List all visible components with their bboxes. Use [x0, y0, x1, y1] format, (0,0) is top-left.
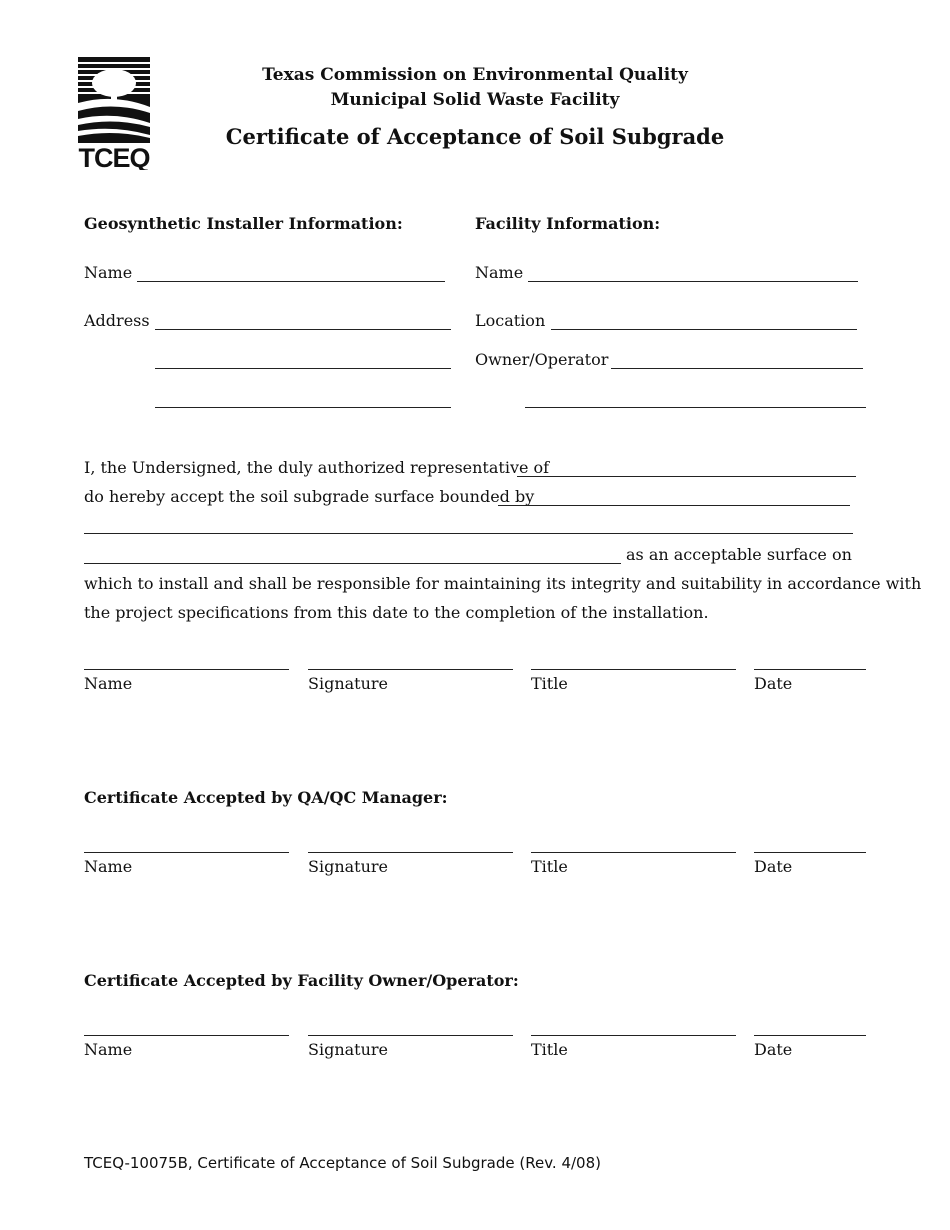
statement-line-5: which to install and shall be responsible for maintaining its integrity and suitability in accordance with — [84, 574, 922, 593]
owner-name-label: Name — [84, 1040, 133, 1059]
qa-qc-heading: Certificate Accepted by QA/QC Manager: — [84, 788, 448, 807]
qa-title-field[interactable] — [531, 852, 736, 853]
installer-address-field-1[interactable] — [155, 329, 451, 330]
facility-owner-field-2[interactable] — [525, 407, 866, 408]
statement-line-4-tail: as an acceptable surface on — [626, 545, 852, 564]
bounded-by-field-2[interactable] — [84, 533, 853, 534]
logo-text: TCEQ — [78, 143, 150, 170]
agency-name: Texas Commission on Environmental Quality — [262, 65, 688, 85]
facility-owner-label: Owner/Operator — [475, 350, 609, 369]
qa-date-field[interactable] — [754, 852, 866, 853]
statement-line-2: do hereby accept the soil subgrade surface bounded by — [84, 487, 535, 506]
installer-address-field-2[interactable] — [155, 368, 451, 369]
qa-signature-label: Signature — [308, 857, 389, 876]
owner-title-label: Title — [531, 1040, 568, 1059]
installer-sign-name-field[interactable] — [84, 669, 289, 670]
owner-operator-heading: Certificate Accepted by Facility Owner/Operator: — [84, 971, 519, 990]
installer-date-field[interactable] — [754, 669, 866, 670]
owner-date-label: Date — [754, 1040, 793, 1059]
qa-date-label: Date — [754, 857, 793, 876]
representative-of-field[interactable] — [517, 476, 856, 477]
installer-sign-name-label: Name — [84, 674, 133, 693]
owner-date-field[interactable] — [754, 1035, 866, 1036]
installer-title-label: Title — [531, 674, 568, 693]
owner-title-field[interactable] — [531, 1035, 736, 1036]
owner-signature-label: Signature — [308, 1040, 389, 1059]
installer-signature-field[interactable] — [308, 669, 513, 670]
facility-type: Municipal Solid Waste Facility — [330, 90, 620, 110]
installer-name-field[interactable] — [137, 281, 445, 282]
installer-name-label: Name — [84, 263, 133, 282]
qa-name-label: Name — [84, 857, 133, 876]
facility-location-label: Location — [475, 311, 546, 330]
form-footer: TCEQ-10075B, Certificate of Acceptance of Soil Subgrade (Rev. 4/08) — [84, 1154, 601, 1172]
bounded-by-field-3[interactable] — [84, 563, 621, 564]
qa-title-label: Title — [531, 857, 568, 876]
installer-title-field[interactable] — [531, 669, 736, 670]
bounded-by-field[interactable] — [498, 505, 850, 506]
qa-name-field[interactable] — [84, 852, 289, 853]
facility-name-field[interactable] — [528, 281, 858, 282]
facility-owner-field[interactable] — [611, 368, 863, 369]
installer-date-label: Date — [754, 674, 793, 693]
installer-address-field-3[interactable] — [155, 407, 451, 408]
owner-signature-field[interactable] — [308, 1035, 513, 1036]
facility-heading: Facility Information: — [475, 214, 661, 233]
facility-location-field[interactable] — [551, 329, 857, 330]
statement-line-6: the project specifications from this date to the completion of the installation. — [84, 603, 709, 622]
installer-heading: Geosynthetic Installer Information: — [84, 214, 403, 233]
installer-signature-label: Signature — [308, 674, 389, 693]
installer-address-label: Address — [84, 311, 150, 330]
facility-name-label: Name — [475, 263, 524, 282]
qa-signature-field[interactable] — [308, 852, 513, 853]
statement-line-1: I, the Undersigned, the duly authorized representative of — [84, 458, 550, 477]
page-title: Certificate of Acceptance of Soil Subgrade — [225, 124, 725, 149]
owner-name-field[interactable] — [84, 1035, 289, 1036]
